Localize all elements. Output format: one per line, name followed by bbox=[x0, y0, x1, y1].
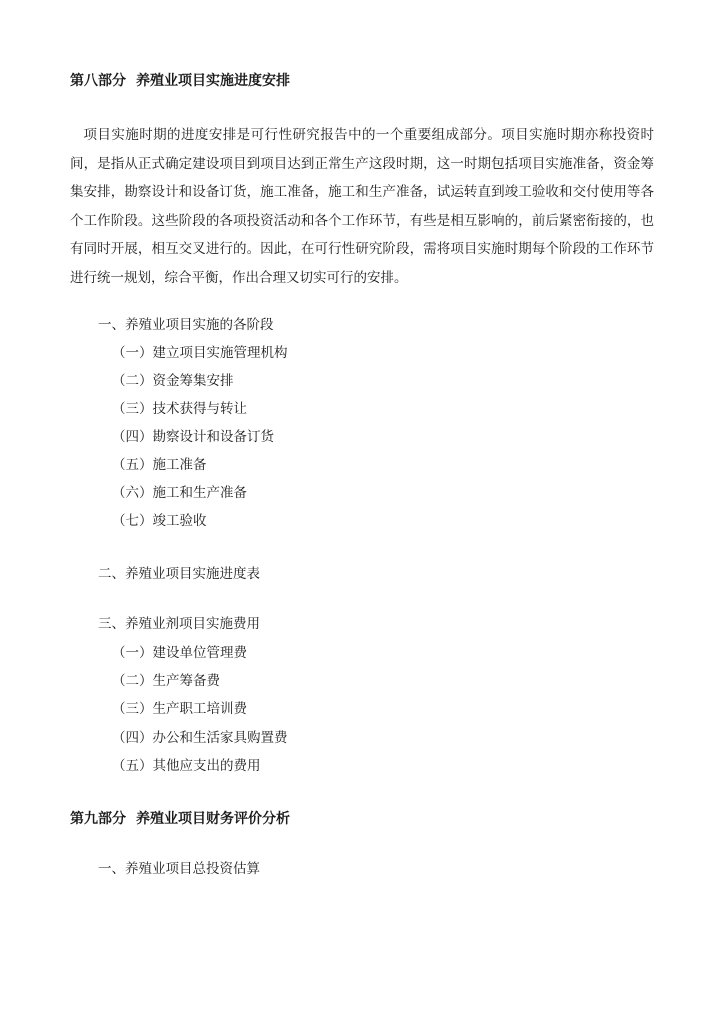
section3-item-1: （一）建设单位管理费 bbox=[112, 645, 247, 661]
section1-item-7: （七）竣工验收 bbox=[112, 513, 207, 529]
section3-item-3: （三）生产职工培训费 bbox=[112, 701, 247, 717]
section1-item-3: （三）技术获得与转让 bbox=[112, 401, 247, 417]
part8-title: 养殖业项目实施进度安排 bbox=[136, 73, 290, 89]
section1-item-5: （五）施工准备 bbox=[112, 457, 207, 473]
section3-item-5: （五）其他应支出的费用 bbox=[112, 758, 261, 774]
section1-item-1: （一）建立项目实施管理机构 bbox=[112, 345, 288, 361]
section3-item-2: （二）生产筹备费 bbox=[112, 673, 220, 689]
section1-title: 一、养殖业项目实施的各阶段 bbox=[98, 317, 274, 333]
section1-item-4: （四）勘察设计和设备订货 bbox=[112, 429, 274, 445]
section3-title: 三、养殖业剂项目实施费用 bbox=[98, 616, 260, 632]
part9-heading bbox=[70, 808, 290, 828]
part8-number: 第八部分 bbox=[70, 73, 126, 89]
intro-paragraph: 项目实施时期的进度安排是可行性研究报告中的一个重要组成部分。项目实施时期亦称投资时间，是指从正式确定建设项目到项目达到正常生产这段时期，这一时期包括项目实施准备，资金筹集安排，勘察设计和设备订货，施工准备，施工和生产准备，试运转直到竣工验收和交付使用等各个工作阶段。这些阶段的各项投资活动和各个工作环节，有些是相互影响的，前后紧密衔接的，也有同时开展，相互交叉进行的。因此，在可行性研究阶段，需将项目实施时期每个阶段的工作环节进行统一规划，综合平衡，作出合理又切实可行的安排。 bbox=[70, 127, 654, 286]
section1-item-2: （二）资金筹集安排 bbox=[112, 373, 234, 389]
section2-title: 二、养殖业项目实施进度表 bbox=[98, 566, 260, 582]
part9-number: 第九部分 bbox=[70, 811, 126, 827]
section3-item-4: （四）办公和生活家具购置费 bbox=[112, 730, 288, 746]
part9-section1-title: 一、养殖业项目总投资估算 bbox=[98, 861, 260, 877]
section1-item-6: （六）施工和生产准备 bbox=[112, 485, 247, 501]
part9-title: 养殖业项目财务评价分析 bbox=[136, 811, 290, 827]
part8-heading bbox=[70, 70, 290, 90]
